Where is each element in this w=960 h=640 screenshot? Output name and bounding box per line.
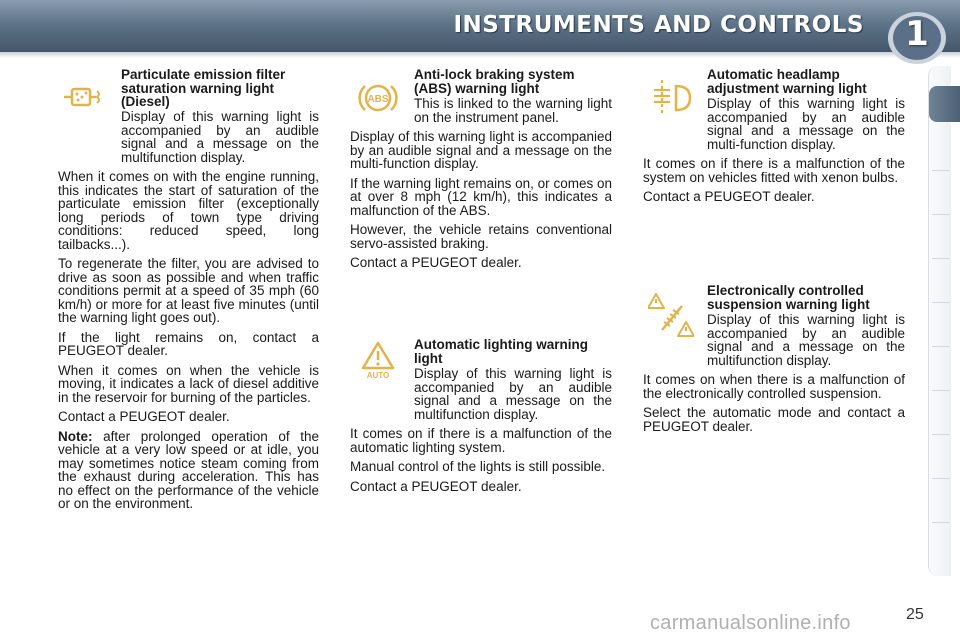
note-paragraph xyxy=(58,430,319,511)
tab-divider xyxy=(932,214,950,215)
auto-lighting-heading: Automatic lighting warning light xyxy=(414,337,588,366)
watermark: carmanualsonline.info xyxy=(650,612,851,634)
paragraph: Contact a PEUGEOT dealer. xyxy=(350,255,522,270)
paragraph: It comes on if there is a malfunction of the system on vehicles fitted with xenon bulbs. xyxy=(643,156,905,185)
note-label: Note: xyxy=(58,428,93,444)
paragraph: Select the automatic mode and contact a PEUGEOT dealer. xyxy=(643,405,905,434)
svg-text:AUTO: AUTO xyxy=(366,371,390,380)
paragraph: If the warning light remains on, or comes on at over 8 mph (12 km/h), this indicates a malfunction of the ABS. xyxy=(350,175,612,218)
paragraph: It comes on when there is a malfunction of the electronically controlled suspension. xyxy=(643,372,905,401)
paragraph: When it comes on with the engine running, this indicates the start of saturation of the particulate emission filter (exceptionally long periods of town type driving conditions: reduced speed, long tailbacks...). xyxy=(58,169,319,252)
paragraph: If the light remains on, contact a PEUGEOT dealer. xyxy=(58,329,319,358)
tab-divider xyxy=(932,258,950,259)
paragraph: To regenerate the filter, you are advised to drive as soon as possible and when traffic conditions permit at a speed of 35 mph (60 km/h) or more for at least five minutes (until the warning light goes out). xyxy=(58,256,319,325)
chapter-number: 1 xyxy=(905,14,929,54)
headlamp-section xyxy=(643,97,905,210)
abs-section xyxy=(350,97,612,276)
suspension-heading: Electronically controlled suspension warning light xyxy=(707,283,870,312)
auto-lighting-section xyxy=(350,367,612,499)
suspension-section xyxy=(643,313,905,439)
tab-divider xyxy=(932,390,950,391)
tab-divider xyxy=(932,478,950,479)
page-number: 25 xyxy=(906,606,924,623)
tab-divider xyxy=(932,302,950,303)
paragraph: Display of this warning light is accompanied by an audible signal and a message on the multifunction display. xyxy=(121,109,319,165)
tab-divider xyxy=(932,434,950,435)
paragraph: Contact a PEUGEOT dealer. xyxy=(643,189,815,204)
paragraph: It comes on if there is a malfunction of the automatic lighting system. xyxy=(350,426,612,455)
tab-divider xyxy=(932,170,950,171)
paragraph: Display of this warning light is accompanied by an audible signal and a message on the multifunction display. xyxy=(707,312,905,368)
page-title: INSTRUMENTS AND CONTROLS xyxy=(453,12,864,38)
tab-divider xyxy=(932,346,950,347)
paragraph: Display of this warning light is accompanied by an audible signal and a message on the multi-function display. xyxy=(350,129,612,171)
headlamp-heading: Automatic headlamp adjustment warning light xyxy=(707,67,867,96)
tab-divider xyxy=(932,522,950,523)
paragraph: When it comes on when the vehicle is moving, it indicates a lack of diesel additive in the reservoir for burning of the particles. xyxy=(58,362,319,405)
chapter-badge xyxy=(886,10,948,66)
paragraph: However, the vehicle retains conventional servo-assisted braking. xyxy=(350,222,612,251)
paragraph: Display of this warning light is accompanied by an audible signal and a message on the multi-function display. xyxy=(707,96,905,152)
chapter-tab-strip xyxy=(928,66,951,576)
paragraph: Manual control of the lights is still possible. xyxy=(350,459,606,474)
paragraph: Contact a PEUGEOT dealer. xyxy=(58,409,230,424)
paragraph: Contact a PEUGEOT dealer. xyxy=(350,478,522,494)
filter-warning-section xyxy=(58,110,319,517)
filter-warning-heading-block xyxy=(121,68,319,115)
note-text: after prolonged operation of the vehicle at a very low speed or at idle, you may sometimes notice steam coming from the exhaust during acceleration. This has no effect on the performance of the vehicle or on the environment. xyxy=(58,428,319,511)
chapter-tab-active[interactable] xyxy=(929,86,960,122)
filter-warning-heading: Particulate emission filter saturation warning light (Diesel) xyxy=(121,67,286,109)
paragraph: This is linked to the warning light on the instrument panel. xyxy=(414,96,612,125)
header-shadow xyxy=(0,52,960,58)
abs-heading: Anti-lock braking system (ABS) warning light xyxy=(414,67,575,96)
svg-text:ABS: ABS xyxy=(367,94,389,105)
paragraph: Display of this warning light is accompanied by an audible signal and a message on the multifunction display. xyxy=(414,366,612,422)
